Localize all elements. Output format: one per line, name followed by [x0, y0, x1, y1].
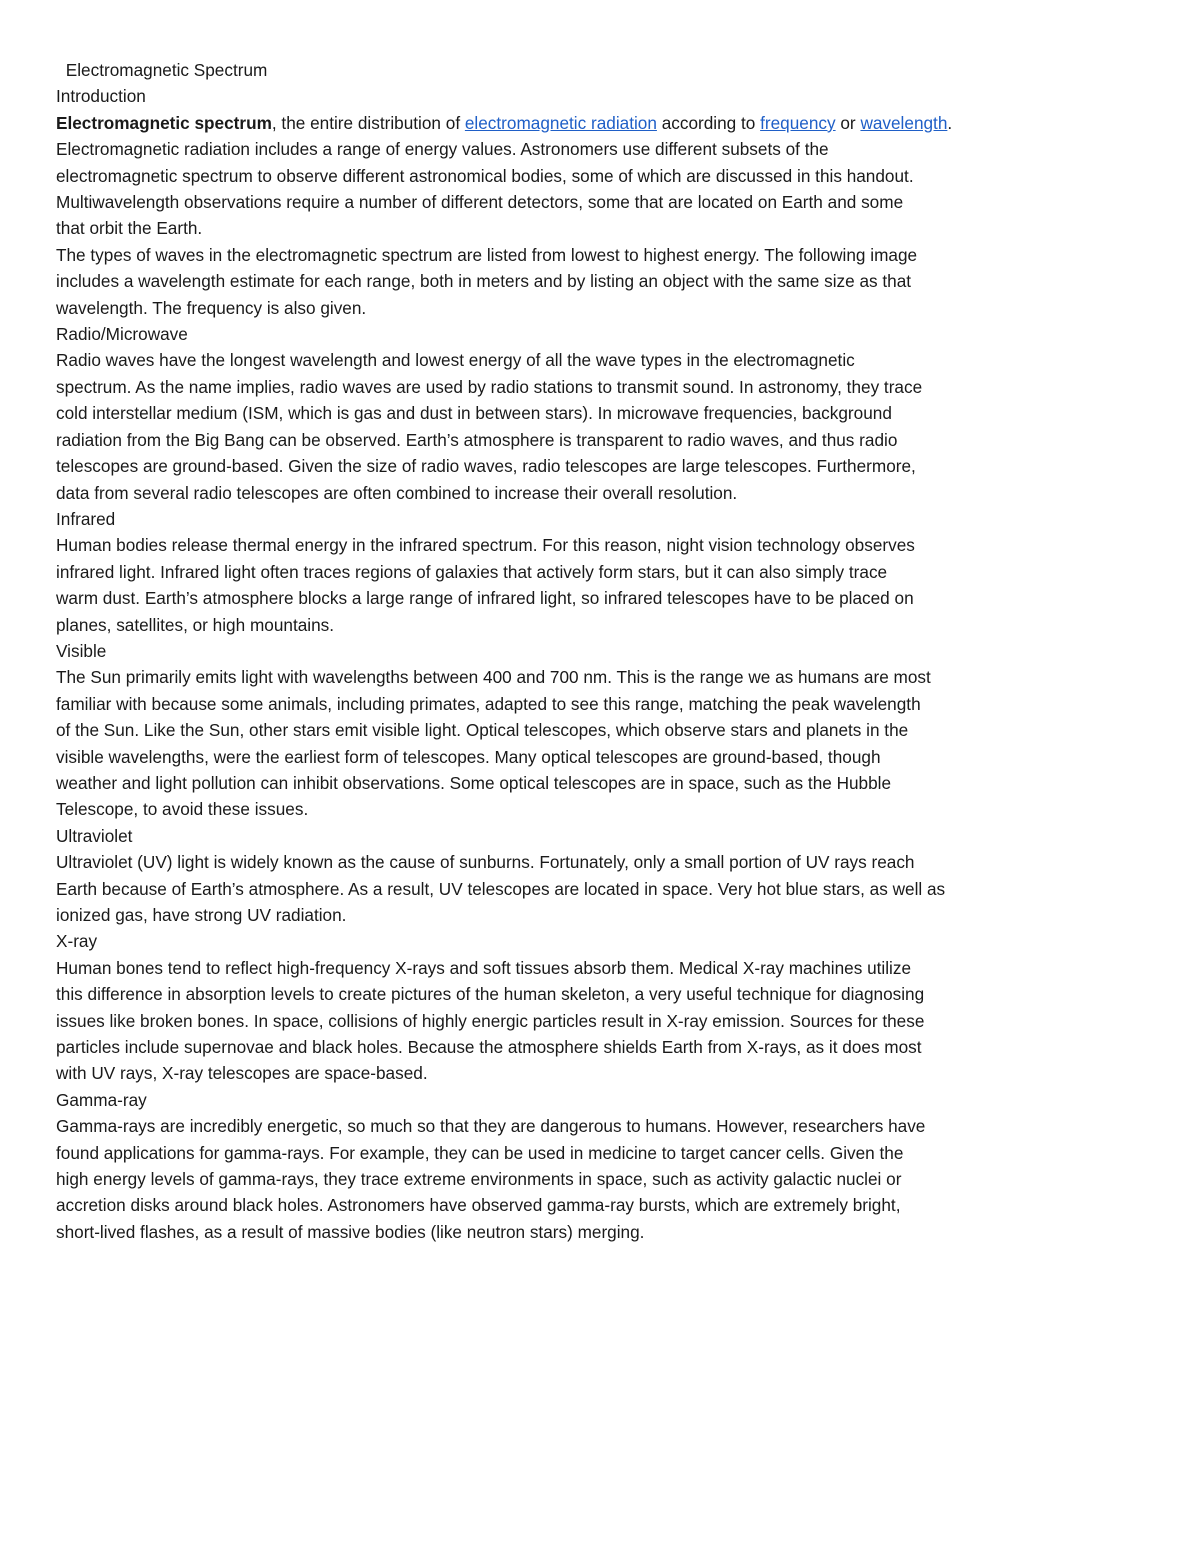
paragraph-line: cold interstellar medium (ISM, which is gas and dust in between stars). In microwave frequencies, background [56, 403, 892, 424]
intro-text-4: . [947, 112, 953, 133]
paragraph-line: planes, satellites, or high mountains. [56, 614, 335, 635]
term-electromagnetic-spectrum: Electromagnetic spectrum [56, 112, 272, 133]
intro-text-2: according to [656, 112, 761, 133]
paragraph-line: found applications for gamma-rays. For example, they can be used in medicine to target cancer cells. Given the [56, 1142, 904, 1163]
paragraph-line: particles include supernovae and black holes. Because the atmosphere shields Earth from X-rays, as it does most [56, 1037, 922, 1058]
paragraph-line: Ultraviolet (UV) light is widely known as the cause of sunburns. Fortunately, only a small portion of UV rays reach [56, 852, 915, 873]
intro-text-3: or [835, 112, 861, 133]
paragraph-line: familiar with because some animals, including primates, adapted to see this range, matching the peak wavelength [56, 693, 921, 714]
paragraph-line: Human bodies release thermal energy in the infrared spectrum. For this reason, night vision technology observes [56, 535, 915, 556]
paragraph-line: of the Sun. Like the Sun, other stars emit visible light. Optical telescopes, which observe stars and planets in the [56, 720, 909, 741]
section-heading-x-ray: X-ray [56, 931, 98, 952]
paragraph-line: The Sun primarily emits light with wavelengths between 400 and 700 nm. This is the range we as humans are most [56, 667, 931, 688]
paragraph-line: wavelength. The frequency is also given. [56, 297, 367, 318]
section-heading-radio-microwave: Radio/Microwave [56, 324, 188, 345]
paragraph-line: visible wavelengths, were the earliest form of telescopes. Many optical telescopes are ground-based, though [56, 746, 881, 767]
paragraph-line: warm dust. Earth’s atmosphere blocks a large range of infrared light, so infrared telescopes have to be placed on [56, 588, 914, 609]
paragraph-line: Electromagnetic radiation includes a range of energy values. Astronomers use different subsets of the [56, 139, 829, 160]
paragraph-line: Human bones tend to reflect high-frequency X-rays and soft tissues absorb them. Medical X-ray machines utilize [56, 957, 912, 978]
paragraph-line: short-lived flashes, as a result of massive bodies (like neutron stars) merging. [56, 1221, 645, 1242]
intro-definition-line [56, 110, 1096, 136]
link-electromagnetic-radiation[interactable]: electromagnetic radiation [464, 112, 657, 133]
paragraph-line: ionized gas, have strong UV radiation. [56, 905, 347, 925]
paragraph-line: electromagnetic spectrum to observe different astronomical bodies, some of which are discussed in this handout. [56, 165, 914, 186]
paragraph-line: with UV rays, X-ray telescopes are space-based. [56, 1063, 428, 1084]
section-heading-introduction: Introduction [56, 86, 146, 107]
paragraph-line: that orbit the Earth. [56, 218, 203, 239]
paragraph-line: accretion disks around black holes. Astronomers have observed gamma-ray bursts, which are extremely bright, [56, 1195, 901, 1216]
paragraph-line: Telescope, to avoid these issues. [56, 799, 309, 820]
paragraph-line: weather and light pollution can inhibit observations. Some optical telescopes are in space, such as the Hubble [56, 772, 892, 793]
paragraph-line: data from several radio telescopes are often combined to increase their overall resolution. [56, 482, 738, 503]
paragraph-line: radiation from the Big Bang can be observed. Earth’s atmosphere is transparent to radio waves, and thus radio [56, 429, 898, 450]
paragraph-line: The types of waves in the electromagnetic spectrum are listed from lowest to highest energy. The following image [56, 244, 918, 265]
paragraph-line: Radio waves have the longest wavelength and lowest energy of all the wave types in the electromagnetic [56, 350, 855, 371]
section-heading-gamma-ray: Gamma-ray [56, 1089, 147, 1110]
document-page [56, 57, 1096, 1245]
intro-text-1: , the entire distribution of [271, 112, 465, 133]
section-heading-visible: Visible [56, 640, 107, 661]
paragraph-line: infrared light. Infrared light often traces regions of galaxies that actively form stars, but it can also simply trace [56, 561, 888, 582]
paragraph-line: issues like broken bones. In space, collisions of highly energic particles result in X-ray emission. Sources for these [56, 1010, 925, 1031]
paragraph-line: telescopes are ground-based. Given the size of radio waves, radio telescopes are large telescopes. Furthermore, [56, 456, 916, 477]
section-heading-ultraviolet: Ultraviolet [56, 825, 133, 846]
paragraph-line: high energy levels of gamma-rays, they trace extreme environments in space, such as activity galactic nuclei or [56, 1169, 902, 1190]
paragraph-line: Gamma-rays are incredibly energetic, so much so that they are dangerous to humans. However, researchers have [56, 1116, 926, 1137]
paragraph-line: Multiwavelength observations require a number of different detectors, some that are located on Earth and some [56, 192, 904, 213]
link-wavelength[interactable]: wavelength [860, 112, 948, 133]
paragraph-line: this difference in absorption levels to create pictures of the human skeleton, a very useful technique for diagnosing [56, 984, 925, 1005]
paragraph-line: spectrum. As the name implies, radio waves are used by radio stations to transmit sound. In astronomy, they trace [56, 376, 923, 397]
document-title: Electromagnetic Spectrum [61, 60, 268, 80]
link-frequency[interactable]: frequency [760, 112, 836, 133]
paragraph-line: Earth because of Earth’s atmosphere. As a result, UV telescopes are located in space. Very hot blue stars, as well as [56, 878, 946, 899]
section-heading-infrared: Infrared [56, 508, 116, 529]
paragraph-line: includes a wavelength estimate for each range, both in meters and by listing an object with the same size as that [56, 271, 912, 292]
